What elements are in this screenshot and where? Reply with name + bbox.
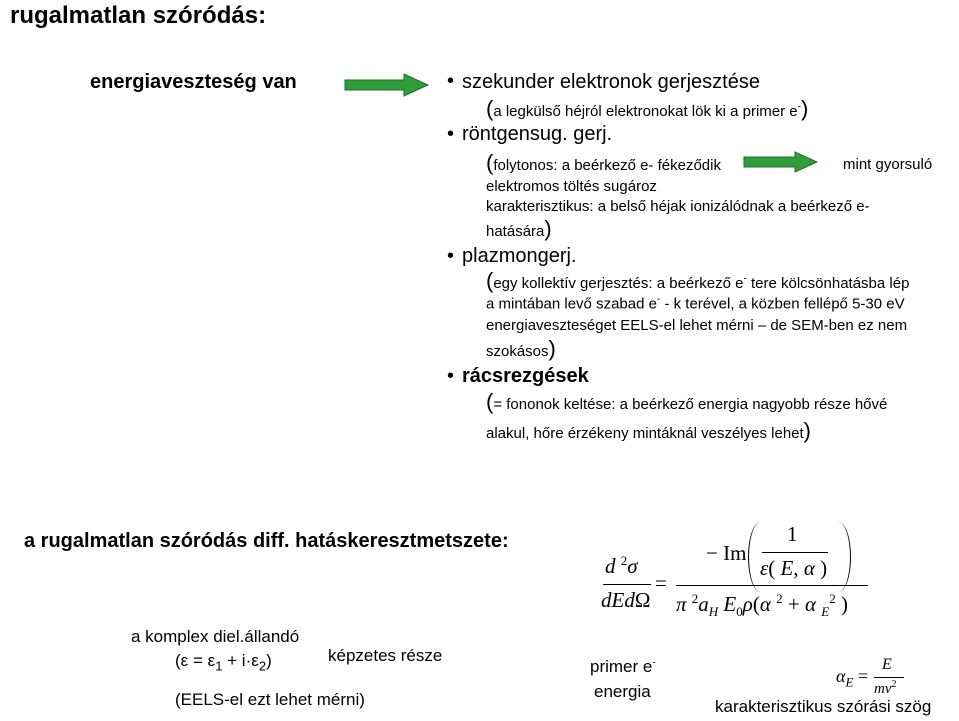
green-arrow-icon (344, 73, 430, 97)
item-3-note-a: (egy kollektív gerjesztés: a beérkező e- tere kölcsönhatásba lép (486, 268, 910, 293)
item-4-note-b: alakul, hőre érzékeny mintáknál veszélyes lehet) (486, 418, 811, 443)
alpha-e-symbol: $\alpha_E$ = (836, 666, 869, 690)
bullet-3: • (447, 245, 455, 267)
item-2-heading: röntgensug. gerj. (462, 123, 613, 145)
formula-inner-bar (762, 552, 828, 553)
formula-main-bar (676, 585, 868, 586)
item-2-note-d: karakterisztikus: a belső héjak ionizálódnak a beérkező e- (486, 198, 870, 215)
char-angle-label: karakterisztikus szórási szög (715, 697, 932, 716)
item-2-note-b: mint gyorsuló (843, 156, 933, 173)
bullet-4: • (447, 365, 455, 387)
primer-label-1: primer e- (590, 657, 656, 676)
item-1-heading: szekunder elektronok gerjesztése (462, 71, 760, 93)
formula-one: 1 (787, 522, 798, 546)
alpha-e-bar (874, 677, 904, 678)
alpha-e-numerator: E (882, 656, 892, 673)
imag-part-label: képzetes része (328, 646, 443, 665)
diel-equation: $(\varepsilon = \varepsilon_1 + i\cdot\varepsilon_2)$ (175, 651, 272, 674)
bullet-1: • (447, 70, 455, 92)
item-2-note-a: (folytonos: a beérkező e- fékeződik (486, 150, 721, 175)
item-3-note-b: a mintában levő szabad e- - k terével, a közben fellépő 5-30 eV (486, 294, 905, 313)
energy-loss-label: energiaveszteség van (90, 71, 297, 93)
item-1-note: (a legkülső héjról elektronokat lök ki a primer e-) (486, 96, 809, 121)
item-2-note-e: hatására) (486, 216, 552, 241)
item-3-note-c: energiaveszteséget EELS-el lehet mérni – de SEM-ben ez nem (486, 317, 908, 334)
diel-title: a komplex diel.állandó (131, 627, 300, 646)
item-2-note-c: elektromos töltés sugároz (486, 178, 657, 195)
primer-label-2: energia (594, 682, 651, 701)
formula-denominator-right: π $^2a_H$ $E_0\rho(\alpha$ $^2$ + α $_E^2$ ) (676, 591, 848, 620)
green-arrow-small-icon (743, 151, 819, 173)
cross-section-heading: a rugalmatlan szóródás diff. hatáskeresztmetszete: (24, 530, 509, 552)
formula-epsilon: ε( E, α ) (760, 556, 828, 580)
formula-im: − Im (706, 541, 747, 565)
formula-equals: = (655, 571, 667, 595)
item-4-heading: rácsrezgések (462, 365, 589, 387)
formula-right-paren (826, 522, 851, 592)
item-4-note-a: (= fononok keltése: a beérkező energia nagyobb része hővé (486, 389, 888, 414)
formula-numerator-left: d $^2$σ (605, 553, 638, 578)
bullet-2: • (447, 123, 455, 145)
page-title: rugalmatlan szóródás: (10, 2, 267, 29)
eels-note: (EELS-el ezt lehet mérni) (175, 690, 365, 709)
alpha-e-denominator: $mv^2$ (874, 679, 897, 697)
formula-fraction-bar-left (603, 584, 651, 585)
formula-denominator-left: dEdΩ (601, 588, 651, 612)
item-3-note-d: szokásos) (486, 336, 556, 361)
item-3-heading: plazmongerj. (462, 245, 577, 267)
